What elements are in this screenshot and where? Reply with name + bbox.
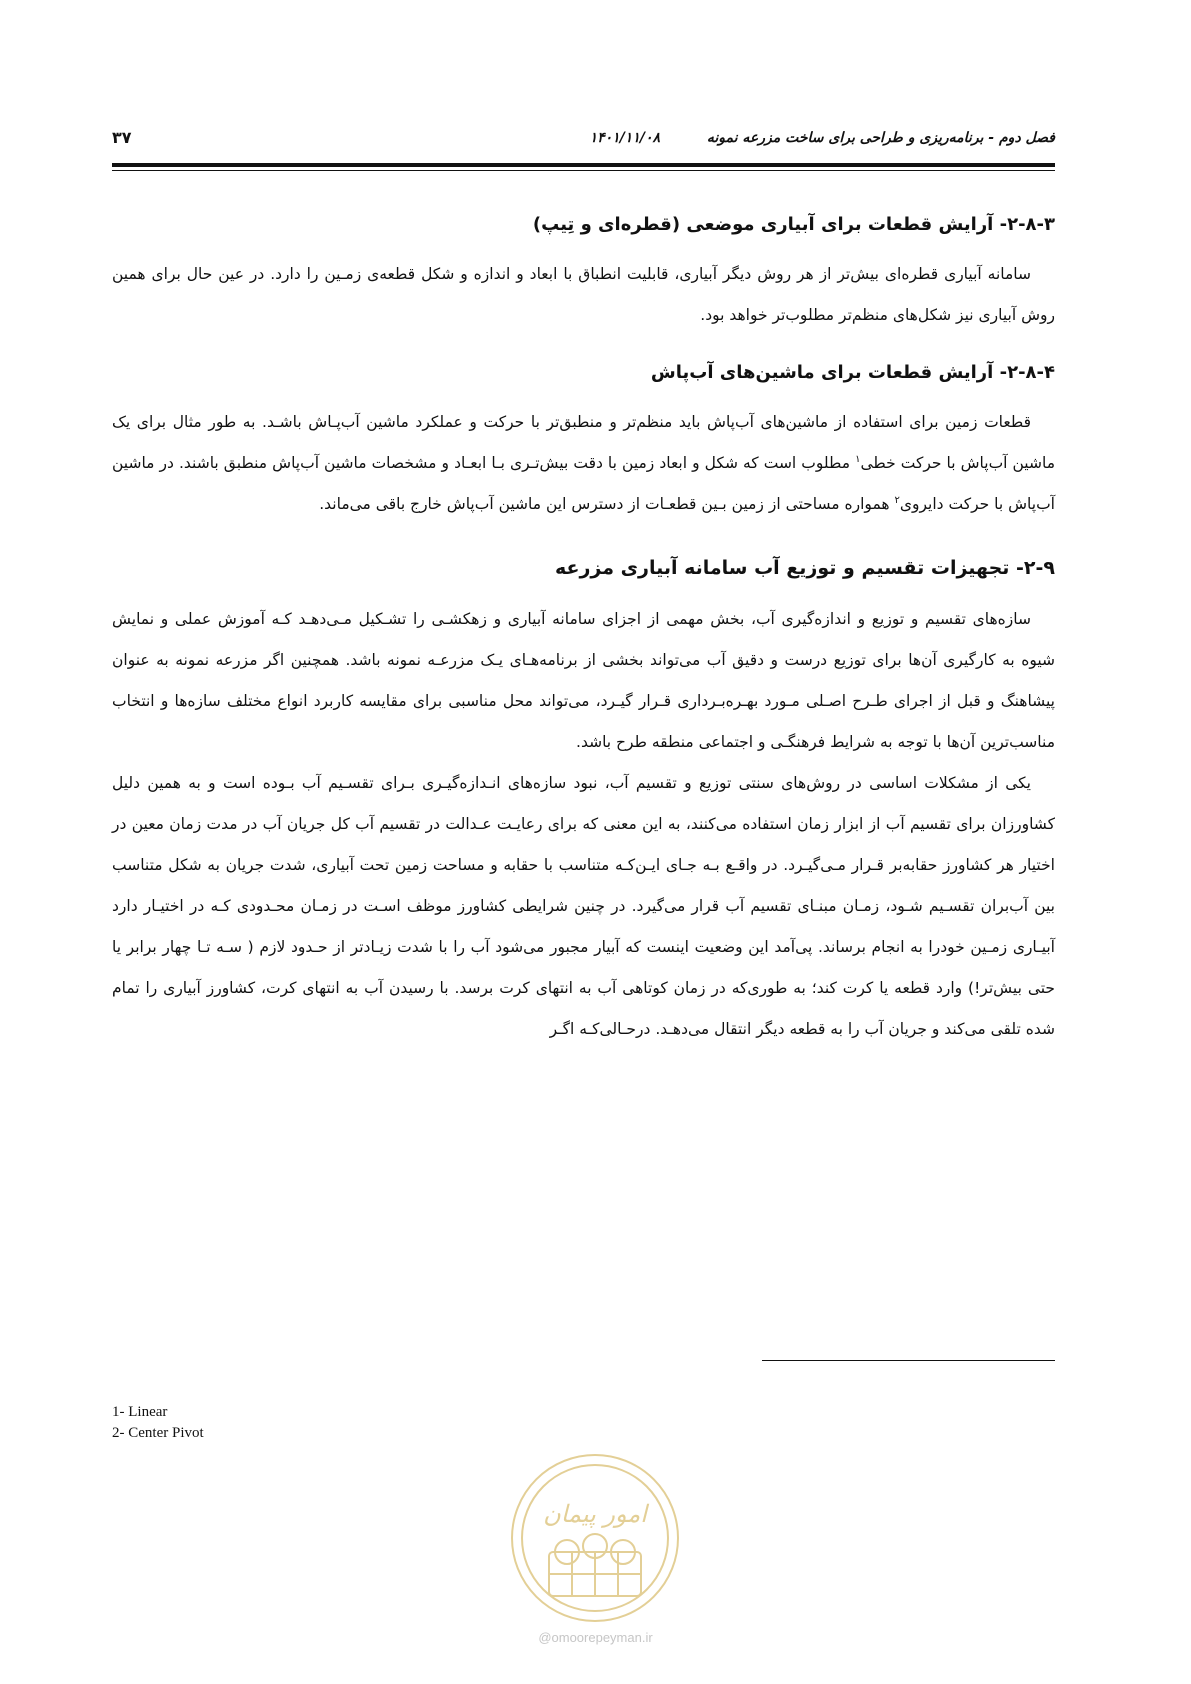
section-heading-2-9: ۲-۹- تجهیزات تقسیم و توزیع آب سامانه آبیاری مزرعه <box>554 557 1055 579</box>
paragraph-part: قطعات زمین برای استفاده از ماشین‌های آب‌پاش باید منظم‌تر و منطبق‌تر با حرکت و عملکرد ماشین آب‌پـاش باشـد. به طور مثال برای یک ماشین آب‌پاش با حرکت خطی <box>112 413 1056 472</box>
watermark-seal-logo <box>509 1452 681 1624</box>
header-rule-thick <box>112 163 1055 167</box>
header-date: ۱۴۰۱/۱۱/۰۸ <box>589 130 660 146</box>
body-text <box>112 212 1055 1050</box>
section-heading-2-8-3: ۲-۸-۳- آرایش قطعات برای آبیاری موضعی (قطره‌ای و تِیپ) <box>532 214 1055 235</box>
paragraph-part: مطلوب است که شکل و ابعاد زمین با دقت بیش‌تـری بـا ابعـاد و مشخصات ماشین آب‌پاش منطبق باشند. در ماشین آب‌پاش با حرکت دایروی <box>112 454 1055 513</box>
running-header <box>112 124 1055 158</box>
watermark-url: @omoorepeyman.ir <box>538 1630 653 1645</box>
paragraph-traditional-methods: یکی از مشکلات اساسی در روش‌های سنتی توزیع و تقسیم آب، نبود سازه‌های انـدازه‌گیـری بـرای تقسـیم آب بـوده است و به همین دلیل کشاورزان برای تقسیم آب از ابزار زمان استفاده می‌کنند، به این معنی که برای رعایـت عـدالت در تقسیم آب کل جریان آب در مدت زمان معین در اختیار هر کشاورز حقابه‌بر قـرار مـی‌گیـرد. در واقـع بـه جـای ایـن‌کـه متناسب با حقابه و مساحت زمین تحت آبیاری، شدت جریان به شکل متناسب بین آب‌بران تقسـیم شـود، زمـان مبنـای تقسیم آب قرار می‌گیرد. در چنین شرایطی کشاورز موظف اسـت در زمـان محـدودی کـه در اختیـار دارد آبیـاری زمـین خودرا به انجام برساند. پی‌آمد این وضعیت اینست که آبیار مجبور می‌شود آب را با شدت زیـادتر از حـدود لازم ( سـه تـا چهار برابر یا حتی بیش‌تر!) وارد قطعه یا کرت کند؛ به طوری‌که در زمان کوتاهی آب به انتهای کرت برسد. با رسیدن آب به انتهای کرت، کشاورز آبیاری را تمام شده تلقی می‌کند و جریان آب را به قطعه دیگر انتقال می‌دهـد. درحـالی‌کـه اگـر <box>112 774 1055 1038</box>
footnote-2: 2- Center Pivot <box>112 1425 204 1441</box>
footnote-ref-2[interactable]: ۲ <box>894 494 900 506</box>
footnotes <box>112 1402 204 1444</box>
page-number: ۳۷ <box>112 128 132 147</box>
seal-lettering: امور پیمان <box>543 1500 647 1528</box>
paragraph-sprinkler-machines <box>112 402 1055 525</box>
footnote-separator <box>762 1360 1055 1361</box>
section-heading-2-8-4: ۲-۸-۴- آرایش قطعات برای ماشین‌های آب‌پاش <box>650 362 1055 383</box>
header-rule-thin <box>112 170 1055 171</box>
chapter-title: فصل دوم - برنامه‌ریزی و طراحی برای ساخت مزرعه نمونه <box>706 130 1055 146</box>
footnote-ref-1[interactable]: ۱ <box>855 453 861 465</box>
footnote-1: 1- Linear <box>112 1404 168 1420</box>
paragraph-distribution-structures: سازه‌های تقسیم و توزیع و اندازه‌گیری آب، بخش مهمی از اجزای سامانه آبیاری و زهکشـی را تشـکیل مـی‌دهـد کـه آموزش عملی و نمایش شیوه به کارگیری آن‌ها برای توزیع درست و دقیق آب می‌تواند بخشی از برنامه‌هـای یـک مزرعـه نمونه باشد. همچنین اگر مزرعه نمونه به عنوان پیشاهنگ و قبل از اجرای طـرح اصـلی مـورد بهـره‌بـرداری قـرار گیـرد، می‌تواند محل مناسبی برای مقایسه کاربرد انواع مختلف سازه‌ها و انتخاب مناسب‌ترین آن‌ها با توجه به شرایط فرهنگـی و اجتماعی منطقه طرح باشد. <box>112 610 1055 751</box>
paragraph-drip-irrigation: سامانه آبیاری قطره‌ای بیش‌تر از هر روش دیگر آبیاری، قابلیت انطباق با ابعاد و اندازه و شکل قطعه‌ی زمـین را دارد. در عین حال برای همین روش آبیاری نیز شکل‌های منظم‌تر مطلوب‌تر خواهد بود. <box>112 265 1055 324</box>
paragraph-part: همواره مساحتی از زمین بـین قطعـات از دسترس این ماشین آب‌پاش خارج باقی می‌ماند. <box>319 495 895 513</box>
